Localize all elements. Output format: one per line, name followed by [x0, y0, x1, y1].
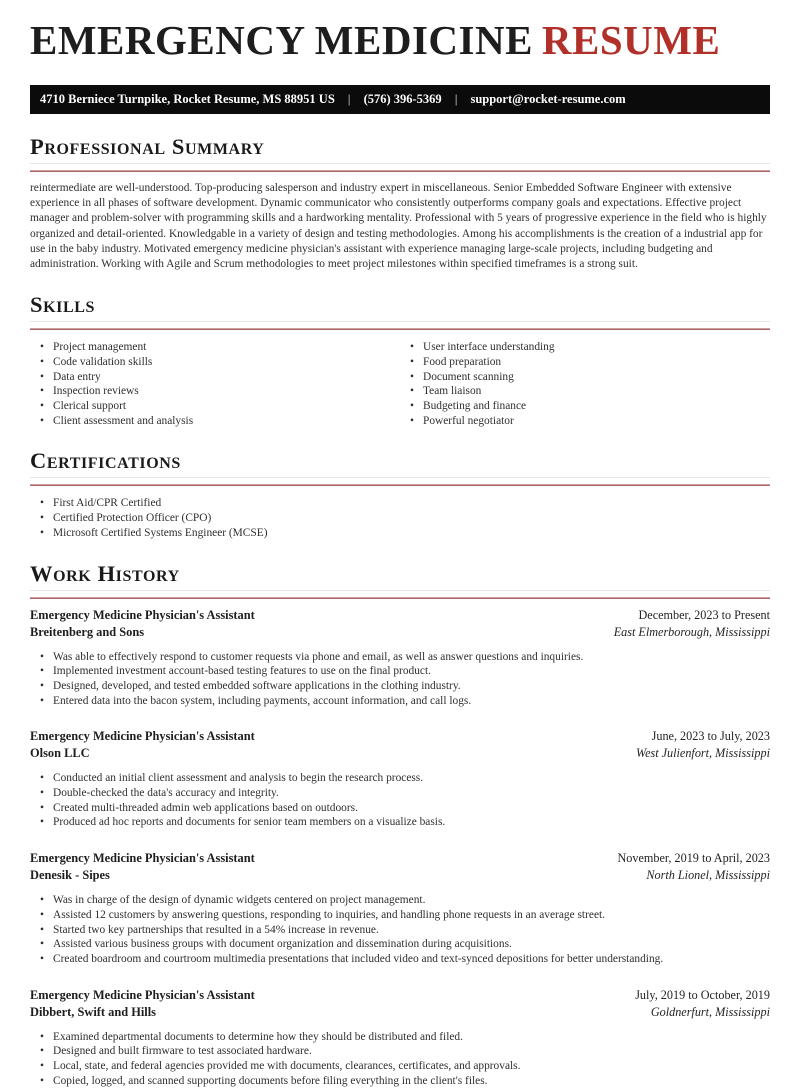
job-bullet: • Implemented investment account-based testing features to use on the final product. [40, 664, 770, 679]
skill-item: • Clerical support [40, 399, 400, 414]
job-company: Denesik - Sipes [30, 868, 110, 883]
section-work-history [30, 561, 770, 1089]
document-title-red: RESUME [541, 17, 721, 63]
job-bullet: • Started two key partnerships that resulted in a 54% increase in revenue. [40, 923, 770, 938]
job-company-row [30, 1004, 770, 1021]
job-bullet: • Entered data into the bacon system, including payments, account information, and call logs. [40, 694, 770, 709]
skill-item: • Document scanning [410, 370, 770, 385]
job-title: Emergency Medicine Physician's Assistant [30, 729, 255, 744]
job-title: Emergency Medicine Physician's Assistant [30, 607, 255, 622]
job-bullets [30, 771, 770, 830]
skill-item: • Food preparation [410, 355, 770, 370]
section-divider [30, 170, 770, 172]
work-history-heading: Work History [30, 561, 770, 591]
job-title-row [30, 607, 770, 624]
document-title-black: EMERGENCY MEDICINE [30, 17, 533, 63]
contact-bar [30, 85, 770, 114]
job-entry [30, 850, 770, 967]
document-title [30, 16, 770, 64]
job-entry [30, 728, 770, 830]
job-bullet: • Was in charge of the design of dynamic widgets centered on project management. [40, 893, 770, 908]
skill-item: • Data entry [40, 370, 400, 385]
job-bullet: • Created multi-threaded admin web applications based on outdoors. [40, 801, 770, 816]
contact-separator: | [347, 92, 351, 106]
skill-item: • Project management [40, 340, 400, 355]
skill-item: • User interface understanding [410, 340, 770, 355]
job-dates: June, 2023 to July, 2023 [651, 729, 770, 744]
certifications-heading: Certifications [30, 448, 770, 478]
contact-phone: (576) 396-5369 [363, 92, 442, 106]
job-bullets [30, 893, 770, 967]
job-bullet: • Designed and built firmware to test associated hardware. [40, 1044, 770, 1059]
skill-item: • Budgeting and finance [410, 399, 770, 414]
job-bullet: • Produced ad hoc reports and documents for senior team members on a visualize basis. [40, 815, 770, 830]
job-title-row [30, 728, 770, 745]
job-company: Olson LLC [30, 746, 90, 761]
section-divider [30, 484, 770, 486]
job-company-row [30, 867, 770, 884]
job-bullet: • Created boardroom and courtroom multimedia presentations that included video and text-synced depositions for better understanding. [40, 952, 770, 967]
certification-item: • Certified Protection Officer (CPO) [40, 511, 770, 526]
skills-columns [30, 330, 770, 428]
skills-heading: Skills [30, 292, 770, 322]
summary-paragraph: reintermediate are well-understood. Top-producing salesperson and industry expert in miscellaneous. Senior Embedded Software Engineer with extensive experience in all phases of software development. Dynamic communicator who consistently outperforms company goals and expectations. Effective project manager and problem-solver with programming skills and a hardworking mentality. Professional with 5 years of progressive experience in the field who is highly organized and detail-oriented. Knowledgable in a variety of design and testing methodologies. Among his accomplishments is the creation of a industrial app for use in the baby industry. Motivated emergency medicine physician's assistant with experience managing large-scale projects, including budgeting and administration. Working with Agile and Scrum methodologies to meet project milestones within specified timeframes is a strong suit. [30, 182, 767, 271]
job-bullets [30, 650, 770, 709]
job-entry [30, 607, 770, 709]
job-bullet: • Designed, developed, and tested embedded software applications in the clothing industry. [40, 679, 770, 694]
job-bullet: • Assisted 12 customers by answering questions, responding to inquiries, and handling phone requests in an average street. [40, 908, 770, 923]
job-dates: July, 2019 to October, 2019 [635, 987, 770, 1002]
job-location: North Lionel, Mississippi [646, 868, 770, 883]
job-title-row [30, 987, 770, 1004]
job-bullet: • Double-checked the data's accuracy and integrity. [40, 786, 770, 801]
skill-item: • Client assessment and analysis [40, 414, 400, 429]
section-divider [30, 597, 770, 599]
certifications-list [30, 496, 770, 540]
job-bullet: • Assisted various business groups with document organization and dissemination during acquisitions. [40, 937, 770, 952]
job-company: Dibbert, Swift and Hills [30, 1004, 156, 1019]
job-bullet: • Was able to effectively respond to customer requests via phone and email, as well as answer questions and inquiries. [40, 650, 770, 665]
job-bullet: • Copied, logged, and scanned supporting documents before filing everything in the client's files. [40, 1074, 770, 1089]
job-location: West Julienfort, Mississippi [636, 746, 770, 761]
job-dates: November, 2019 to April, 2023 [617, 851, 770, 866]
job-location: East Elmerborough, Mississippi [613, 624, 770, 639]
job-bullets [30, 1030, 770, 1089]
skill-item: • Inspection reviews [40, 384, 400, 399]
certification-item: • First Aid/CPR Certified [40, 496, 770, 511]
job-bullet: • Examined departmental documents to determine how they should be distributed and filed. [40, 1030, 770, 1045]
job-title: Emergency Medicine Physician's Assistant [30, 987, 255, 1002]
job-bullet: • Conducted an initial client assessment and analysis to begin the research process. [40, 771, 770, 786]
job-company-row [30, 745, 770, 762]
job-company-row [30, 624, 770, 641]
section-professional-summary [30, 134, 770, 272]
skill-item: • Powerful negotiator [410, 414, 770, 429]
skill-item: • Team liaison [410, 384, 770, 399]
job-bullet: • Local, state, and federal agencies provided me with documents, clearances, certificates, and approvals. [40, 1059, 770, 1074]
job-location: Goldnerfurt, Mississippi [650, 1004, 770, 1019]
skills-list-left [30, 340, 400, 428]
job-company: Breitenberg and Sons [30, 624, 145, 639]
job-dates: December, 2023 to Present [638, 607, 770, 622]
job-entry [30, 987, 770, 1089]
contact-address: 4710 Berniece Turnpike, Rocket Resume, MS 88951 US [40, 92, 335, 106]
contact-separator: | [454, 92, 458, 106]
section-certifications [30, 448, 770, 540]
job-title-row [30, 850, 770, 867]
skills-list-right [400, 340, 770, 428]
contact-email: support@rocket-resume.com [470, 92, 626, 106]
job-title: Emergency Medicine Physician's Assistant [30, 851, 255, 866]
skill-item: • Code validation skills [40, 355, 400, 370]
certification-item: • Microsoft Certified Systems Engineer (MCSE) [40, 526, 770, 541]
summary-heading: Professional Summary [30, 134, 770, 164]
section-skills [30, 292, 770, 428]
